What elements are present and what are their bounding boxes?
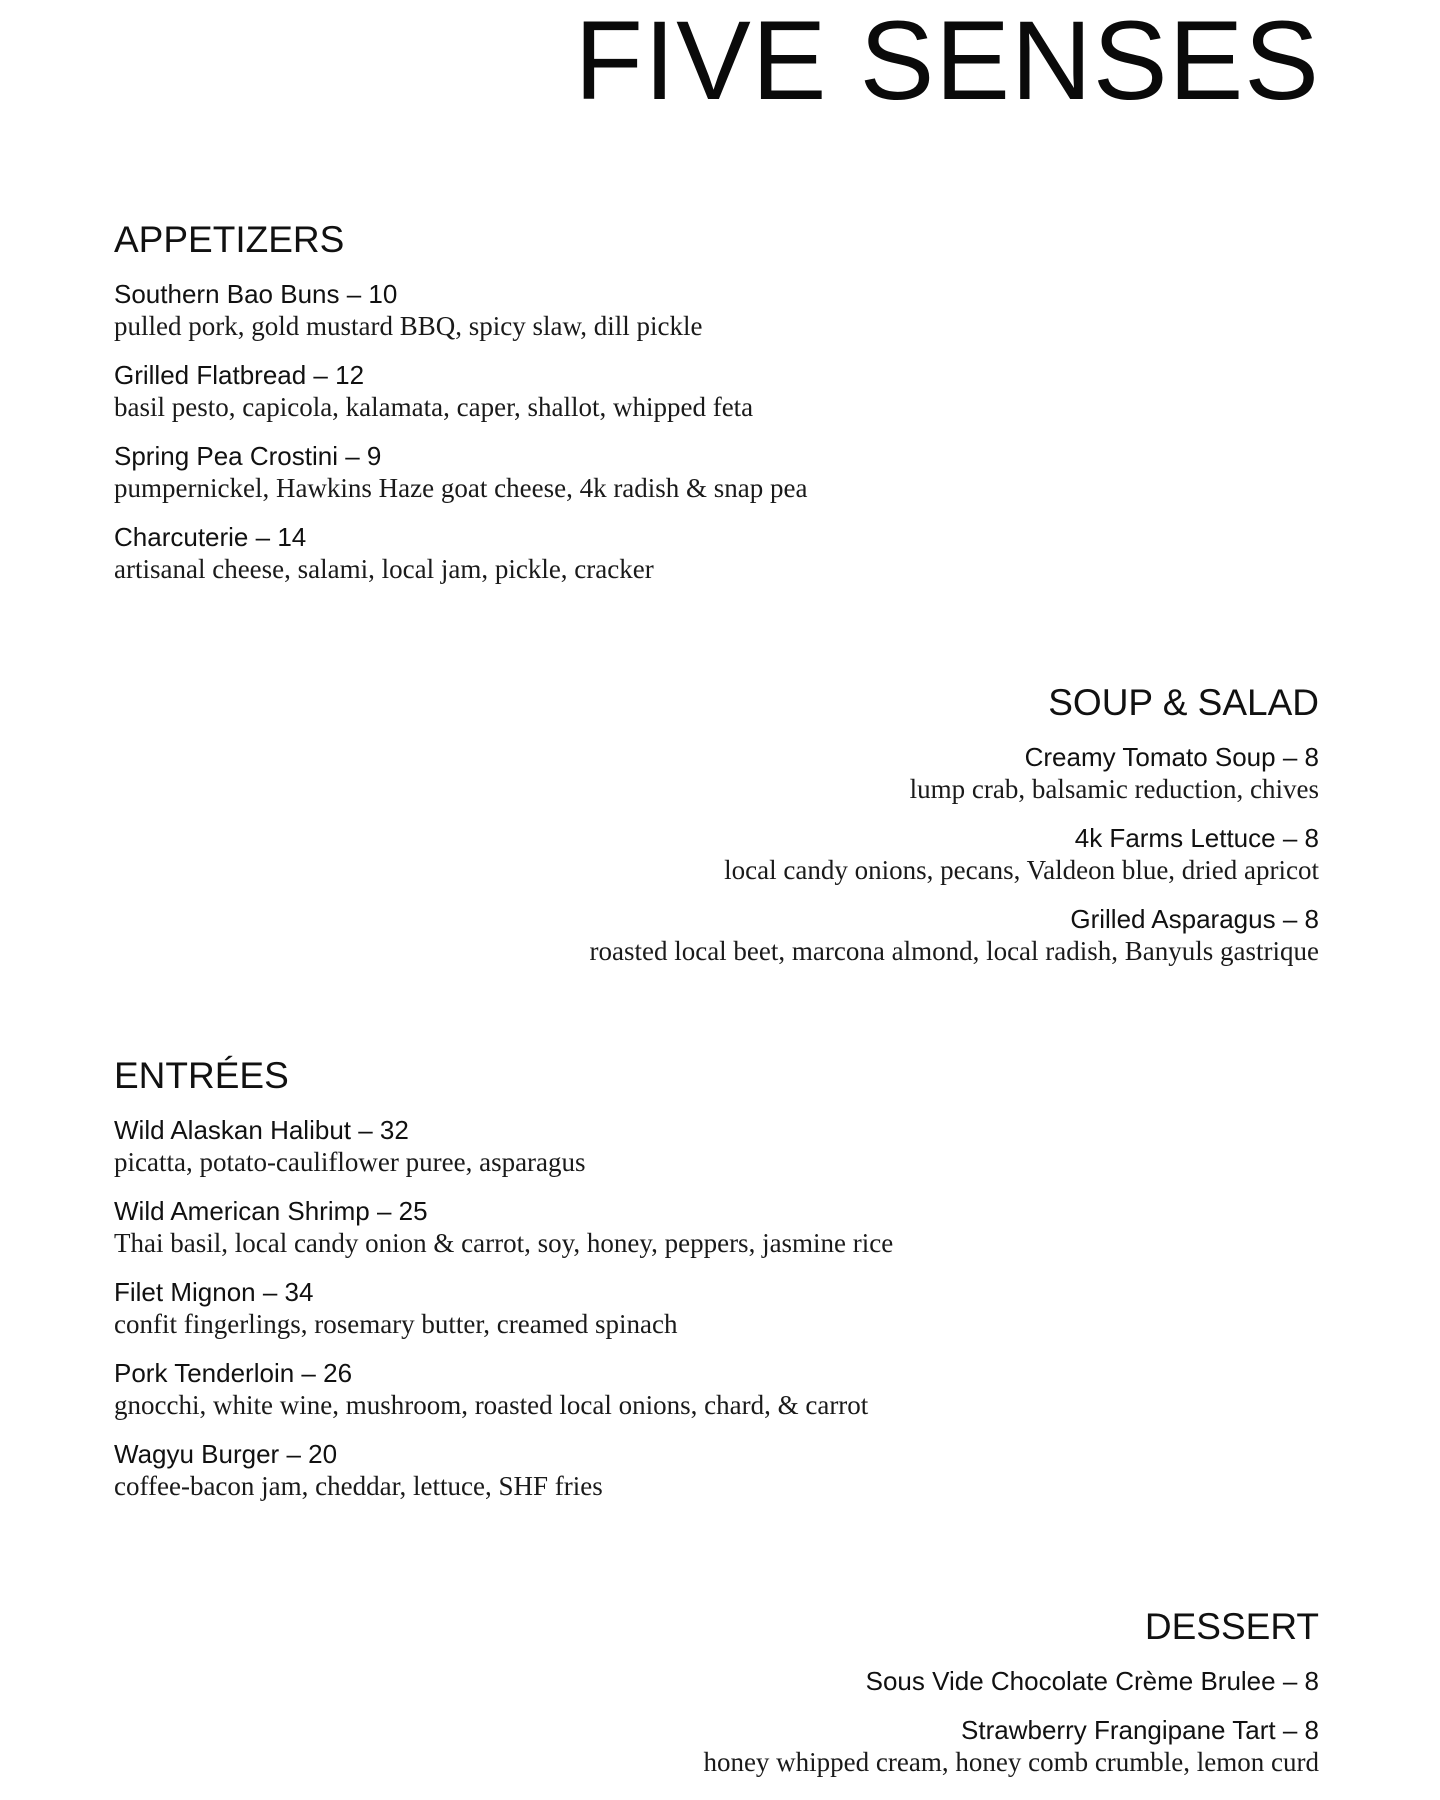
dish-name: Creamy Tomato Soup — [1024, 742, 1276, 772]
dish-price: 8 — [1304, 1666, 1319, 1696]
menu-item — [114, 440, 1319, 504]
menu-item — [114, 278, 1319, 342]
menu-item-description: roasted local beet, marcona almond, local radish, Banyuls gastrique — [589, 936, 1319, 966]
menu-item-name — [114, 1665, 1319, 1697]
dish-price: 25 — [398, 1196, 428, 1226]
dish-price: 8 — [1304, 904, 1319, 934]
dish-name: Southern Bao Buns — [114, 279, 340, 309]
menu-item-list — [114, 741, 1319, 967]
menu-item-name — [114, 1195, 1319, 1227]
price-separator: – — [369, 1196, 399, 1226]
dish-price: 8 — [1304, 823, 1319, 853]
menu-item-name — [114, 1357, 1319, 1389]
entrees-section — [114, 1054, 1319, 1519]
price-separator: – — [294, 1358, 324, 1388]
dish-price: 20 — [308, 1439, 338, 1469]
menu-item-list — [114, 278, 1319, 585]
dish-price: 26 — [323, 1358, 353, 1388]
menu-item-description: confit fingerlings, rosemary butter, creamed spinach — [114, 1309, 678, 1339]
dish-name: Wild Alaskan Halibut — [114, 1115, 351, 1145]
menu-item-description: gnocchi, white wine, mushroom, roasted local onions, chard, & carrot — [114, 1390, 869, 1420]
dish-name: Grilled Asparagus — [1070, 904, 1276, 934]
menu-item-name — [114, 1714, 1319, 1746]
dish-price: 8 — [1304, 1715, 1319, 1745]
menu-item-description: coffee-bacon jam, cheddar, lettuce, SHF fries — [114, 1471, 603, 1501]
menu-item-description: artisanal cheese, salami, local jam, pickle, cracker — [114, 554, 654, 584]
dish-name: Wild American Shrimp — [114, 1196, 370, 1226]
menu-item — [114, 1665, 1319, 1697]
menu-item-name — [114, 278, 1319, 310]
price-separator: – — [1275, 904, 1305, 934]
price-separator: – — [255, 1277, 285, 1307]
dish-name: Grilled Flatbread — [114, 360, 307, 390]
dish-name: Pork Tenderloin — [114, 1358, 295, 1388]
menu-item — [114, 822, 1319, 886]
price-separator: – — [248, 522, 278, 552]
price-separator: – — [1275, 823, 1305, 853]
price-separator: – — [306, 360, 336, 390]
dish-name: 4k Farms Lettuce — [1074, 823, 1276, 853]
menu-item — [114, 903, 1319, 967]
menu-item-description: local candy onions, pecans, Valdeon blue, dried apricot — [724, 855, 1319, 885]
menu-item — [114, 359, 1319, 423]
dish-price: 10 — [368, 279, 398, 309]
section-heading: SOUP & SALAD — [1048, 682, 1319, 723]
menu-item-name — [114, 822, 1319, 854]
menu-item-description: picatta, potato-cauliflower puree, asparagus — [114, 1147, 586, 1177]
menu-item-description: pumpernickel, Hawkins Haze goat cheese, 4k radish & snap pea — [114, 473, 808, 503]
price-separator: – — [1275, 742, 1305, 772]
menu-item — [114, 1276, 1319, 1340]
menu-item-description: basil pesto, capicola, kalamata, caper, shallot, whipped feta — [114, 392, 754, 422]
dish-price: 32 — [379, 1115, 409, 1145]
menu-item-name — [114, 359, 1319, 391]
appetizers-section — [114, 218, 1319, 602]
price-separator: – — [351, 1115, 380, 1145]
menu-item-name — [114, 521, 1319, 553]
section-heading: DESSERT — [1144, 1606, 1319, 1647]
menu-item-description: Thai basil, local candy onion & carrot, soy, honey, peppers, jasmine rice — [114, 1228, 894, 1258]
dish-name: Spring Pea Crostini — [114, 441, 338, 471]
price-separator: – — [339, 279, 369, 309]
restaurant-title: FIVE SENSES — [574, 0, 1320, 123]
dish-name: Filet Mignon — [114, 1277, 256, 1307]
dish-price: 34 — [284, 1277, 314, 1307]
menu-item — [114, 741, 1319, 805]
menu-item-description: honey whipped cream, honey comb crumble, lemon curd — [703, 1747, 1319, 1777]
section-heading: APPETIZERS — [114, 219, 345, 260]
menu-item-name — [114, 1114, 1319, 1146]
menu-item-name — [114, 903, 1319, 935]
menu-item — [114, 1114, 1319, 1178]
dish-price: 14 — [277, 522, 307, 552]
dish-price: 9 — [366, 441, 382, 471]
menu-item — [114, 1195, 1319, 1259]
dish-name: Sous Vide Chocolate Crème Brulee — [865, 1666, 1276, 1696]
menu-item — [114, 521, 1319, 585]
price-separator: – — [279, 1439, 309, 1469]
menu-item-name — [114, 1276, 1319, 1308]
menu-item-description: pulled pork, gold mustard BBQ, spicy slaw, dill pickle — [114, 311, 703, 341]
menu-item-list — [114, 1114, 1319, 1502]
dish-price: 8 — [1304, 742, 1319, 772]
menu-item-description: lump crab, balsamic reduction, chives — [909, 774, 1319, 804]
dessert-section — [114, 1605, 1319, 1795]
soup-salad-section — [114, 681, 1319, 984]
price-separator: – — [1275, 1715, 1305, 1745]
dish-name: Wagyu Burger — [114, 1439, 280, 1469]
menu-item-name — [114, 1438, 1319, 1470]
menu-item-name — [114, 741, 1319, 773]
menu-item — [114, 1357, 1319, 1421]
dish-name: Strawberry Frangipane Tart — [961, 1715, 1276, 1745]
menu-item-list — [114, 1665, 1319, 1778]
menu-item-name — [114, 440, 1319, 472]
menu-item — [114, 1714, 1319, 1778]
menu-item — [114, 1438, 1319, 1502]
dish-name: Charcuterie — [114, 522, 249, 552]
price-separator: – — [1275, 1666, 1305, 1696]
price-separator: – — [338, 441, 367, 471]
section-heading: ENTRÉES — [114, 1055, 289, 1096]
dish-price: 12 — [335, 360, 365, 390]
